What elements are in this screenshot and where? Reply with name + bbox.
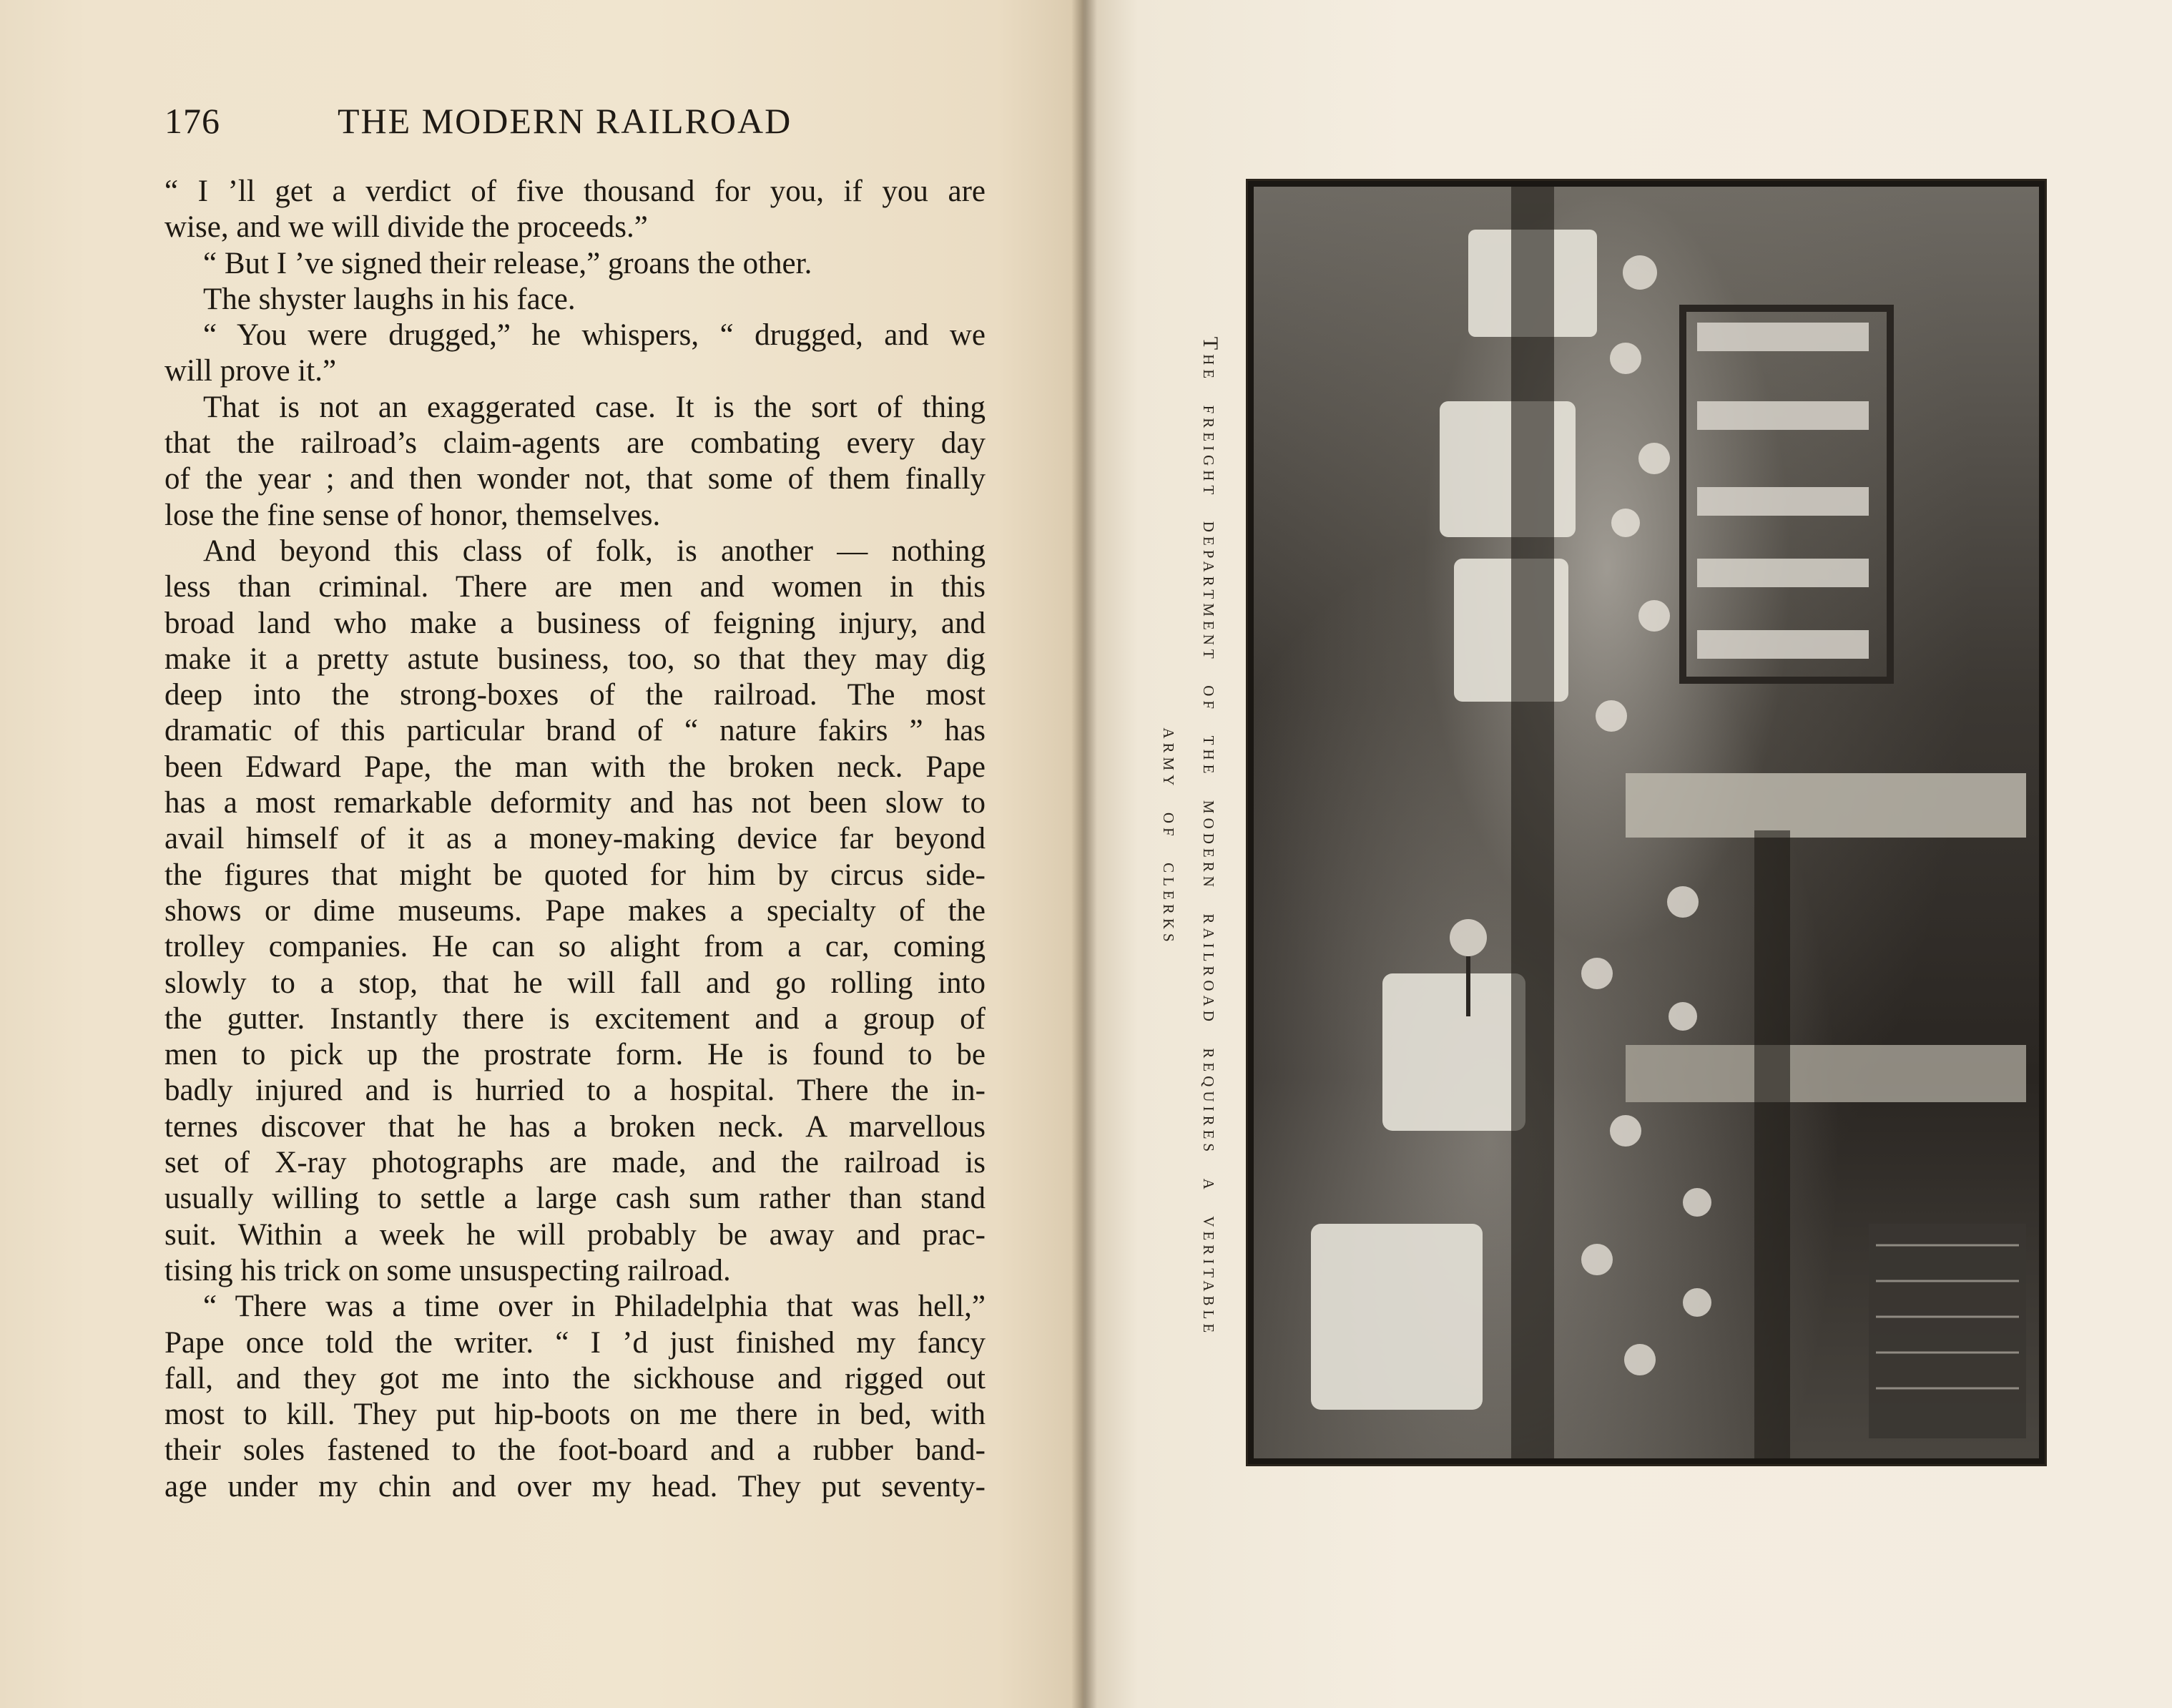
text-line: “ But I ’ve signed their release,” groans the other. xyxy=(203,246,812,280)
text-line: deep into the strong-boxes of the railroad. The most xyxy=(164,678,986,712)
text-line: ternes discover that he has a broken neck. A marvellous xyxy=(164,1109,986,1144)
text-line: badly injured and is hurried to a hospital. There the in- xyxy=(164,1074,986,1108)
text-line: set of X-ray photographs are made, and the railroad is xyxy=(164,1146,986,1180)
text-line: That is not an exaggerated case. It is the sort of thing xyxy=(203,390,986,424)
text-line: shows or dime museums. Pape makes a specialty of the xyxy=(164,893,986,928)
running-head xyxy=(164,100,994,157)
text-line: broad land who make a business of feigning injury, and xyxy=(164,606,986,640)
office-photograph xyxy=(1254,187,2039,1458)
text-line: their soles fastened to the foot-board and a rubber band- xyxy=(164,1433,986,1468)
text-line: And beyond this class of folk, is another — nothing xyxy=(203,534,986,568)
text-line: suit. Within a week he will probably be away and prac- xyxy=(164,1217,986,1252)
book-gutter xyxy=(1071,0,1097,1708)
photograph-illustration xyxy=(1254,187,2039,1458)
text-line: Pape once told the writer. “ I ’d just finished my fancy xyxy=(164,1325,986,1360)
text-line: wise, and we will divide the proceeds.” xyxy=(164,210,648,245)
text-line: of the year ; and then wonder not, that some of them finally xyxy=(164,462,986,496)
text-line: the gutter. Instantly there is excitement and a group of xyxy=(164,1001,986,1036)
text-line: age under my chin and over my head. They put seventy- xyxy=(164,1469,986,1503)
text-line: dramatic of this particular brand of “ nature fakirs ” has xyxy=(164,714,986,748)
photograph-plate xyxy=(1246,179,2047,1466)
page-number: 176 xyxy=(164,101,220,141)
text-line: “ You were drugged,” he whispers, “ drugged, and we xyxy=(203,318,986,353)
text-line: fall, and they got me into the sickhouse and rigged out xyxy=(164,1361,986,1395)
running-title: THE MODERN RAILROAD xyxy=(338,101,792,141)
text-line: trolley companies. He can so alight from a car, coming xyxy=(164,930,986,964)
body-text xyxy=(164,174,986,1505)
text-line: men to pick up the prostrate form. He is found to be xyxy=(164,1038,986,1072)
text-line: will prove it.” xyxy=(164,354,337,388)
text-line: been Edward Pape, the man with the broken neck. Pape xyxy=(164,750,986,784)
text-line: less than criminal. There are men and women in this xyxy=(164,570,986,604)
text-line: “ I ’ll get a verdict of five thousand for you, if you are xyxy=(164,175,986,208)
text-line: has a most remarkable deformity and has not been slow to xyxy=(164,786,986,820)
caption-line-1: The freight department of the modern railroad requires a veritable xyxy=(1199,336,1222,1338)
caption-line-2: army of clerks xyxy=(1159,727,1182,946)
text-line: usually willing to settle a large cash sum rather than stand xyxy=(164,1182,986,1216)
text-line: make it a pretty astute business, too, so that they may dig xyxy=(164,642,986,676)
text-line: slowly to a stop, that he will fall and go rolling into xyxy=(164,966,986,1000)
text-line: most to kill. They put hip-boots on me there in bed, with xyxy=(164,1398,986,1432)
text-line: tising his trick on some unsuspecting railroad. xyxy=(164,1253,731,1287)
text-line: “ There was a time over in Philadelphia that was hell,” xyxy=(203,1290,986,1324)
text-line: the figures that might be quoted for him by circus side- xyxy=(164,858,986,892)
text-line: that the railroad’s claim-agents are combating every day xyxy=(164,426,986,461)
left-page xyxy=(0,0,1083,1708)
text-line: avail himself of it as a money-making device far beyond xyxy=(164,822,986,856)
text-line: lose the fine sense of honor, themselves. xyxy=(164,498,661,532)
text-line: The shyster laughs in his face. xyxy=(203,282,576,316)
